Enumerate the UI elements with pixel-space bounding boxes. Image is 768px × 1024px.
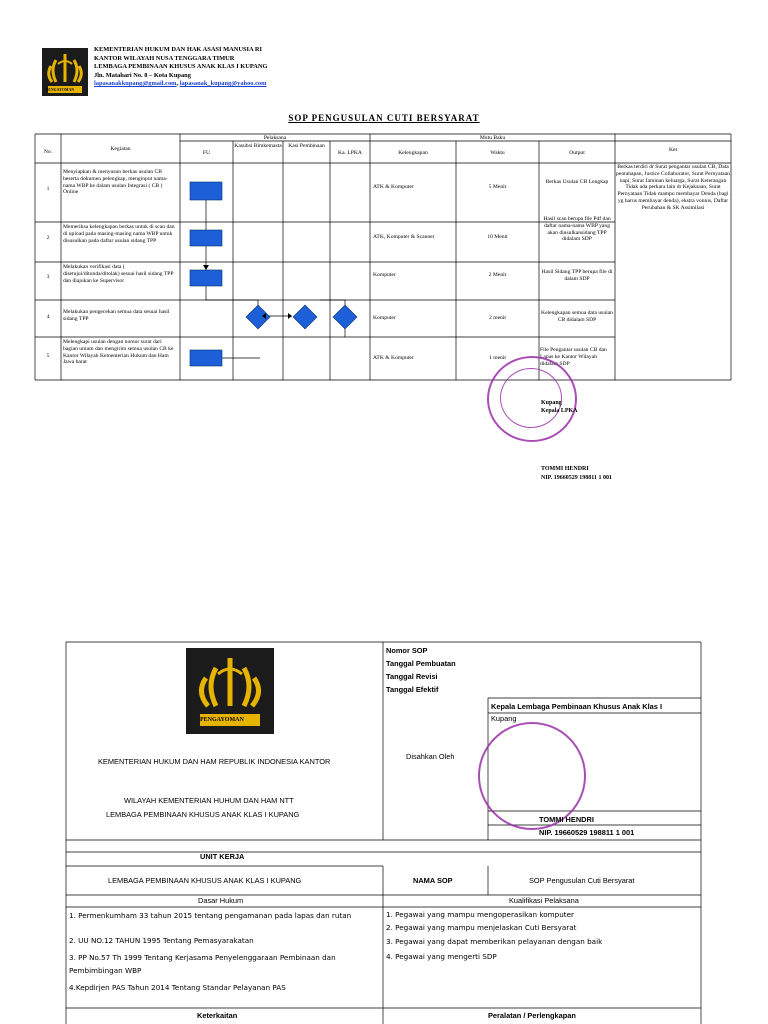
row3-waktu: 2 Menit [488,272,507,278]
row2-kegiatan: Memeriksa kelengkapan berkas untuk di scan dan di upload pada masing-masing nama WBP untuk disusulkan pada daftar usulan sidang TPP [63,224,175,244]
th-kelengkapan: Kelengkapan [398,150,428,156]
kualifikasi-item-2: 2. Pegawai yang mampu menjelaskan Cuti Bersyarat [386,923,577,932]
email-link-2[interactable]: lapasanak_kupang@yahoo.com [179,80,267,88]
form-kepala: Kepala Lembaga Pembinaan Khusus Anak Klas I [491,702,662,711]
th-kegiatan: Kegiatan [110,146,131,152]
form-dasar-hukum-label: Dasar Hukum [198,896,244,905]
row4-kelengkapan: Komputer [373,315,396,321]
row2-waktu: 10 Menit [487,234,508,240]
header-line-1: KEMENTERIAN HUKUM DAN HAK ASASI MANUSIA RI [94,46,262,53]
form-kupang: Kupang [491,714,517,723]
row1-output: Berkas Usulan CB Lengkap [545,179,609,185]
th-kalpka: Ka. LPKA [338,150,362,156]
row1-kegiatan: Menyiapkan & menyusun berkas usulan CB beserta dokumen pelengkap, menginput nama-nama WBP ke dalam usulan Integrasi ( CB ) Online [63,169,168,196]
header-line-4: Jln. Matahari No. 8 – Kota Kupang [94,71,191,79]
row4-no: 4 [46,314,50,320]
row5-waktu: 1 menit [489,355,506,361]
row1-waktu: 5 Menit [488,184,507,190]
row4-output: Kelengkapan semua data usulan CB didalam SDP [541,310,613,323]
form-org-line2: WILAYAH KEMENTERIAN HUHUM DAN HAM NTT [124,796,294,805]
form-tgl-pembuatan: Tanggal Pembuatan [386,659,456,668]
dasar-item-3: 3. PP No.57 Th 1999 Tentang Kerjasama Penyelenggaraan Pembinaan dan Pembimbingan WBP [69,953,336,975]
signature-place: Kupang [541,400,562,406]
row3-kelengkapan: Komputer [373,272,396,278]
row4-waktu: 2 menit [489,315,506,321]
form-nama-sop-label: NAMA SOP [413,876,453,885]
row4-kegiatan: Melakukan pengecekan semua data sesuai hasil sidang TPP [63,309,170,322]
row2-output: Hasil scan berupa file Pdf dan daftar nama-nama WBP yang akan diusulkansidang TPP didalam SDP [543,216,611,243]
row5-output: File Pengantar usulan CB dan Lapas ke Kantor Wilayah didalam SDP [540,347,607,367]
signature-nip: NIP. 19660529 198811 1 001 [541,475,612,481]
email-link-1[interactable]: lapasanakkupang@gmail.com [94,80,177,88]
form-kualifikasi-label: Kualifikasi Pelaksana [509,896,579,905]
form-org-line1: KEMENTERIAN HUKUM DAN HAM REPUBLIK INDONESIA KANTOR [98,757,331,766]
form-unit-kerja-label: UNIT KERJA [200,852,245,861]
kualifikasi-item-3: 3. Pegawai yang dapat memberikan pelayanan dengan baik [386,937,603,946]
kualifikasi-item-1: 1. Pegawai yang mampu mengoperasikan komputer [386,910,574,919]
form-keterkaitan: Keterkaitan [197,1011,238,1020]
dasar-item-1: 1. Permenkumham 33 tahun 2015 tentang pengamanan pada lapas dan rutan [69,911,352,920]
row3-kegiatan: Melakukan verifikasi data ( disetujui/ditunda/ditolak) sesuai hasil sidang TPP dan diajukan ke Supervisor [63,264,174,284]
th-ket: Ket [668,147,678,153]
row2-kelengkapan: ATK, Komputer & Scanner [373,234,435,240]
row3-no: 3 [46,274,50,280]
th-kasi: Kasi Pembinaan [288,143,325,149]
signature-role: Kepala LPKA [541,408,578,414]
th-kasubsi: Kasubsi Bimkemasta [234,143,282,149]
form-nomor-sop: Nomor SOP [386,646,428,655]
email-sep: , [176,80,180,88]
form-logo-caption: PENGAYOMAN [200,717,244,723]
form-tgl-revisi: Tanggal Revisi [386,672,438,681]
form-nip: NIP. 19660529 198811 1 001 [539,828,635,837]
form-nama-sop-value: SOP Pengusulan Cuti Bersyarat [529,876,635,885]
form-peralatan: Peralatan / Perlengkapan [488,1011,576,1020]
signature-name: TOMMI HENDRI [541,466,589,472]
row2-no: 2 [46,235,50,241]
header-logo-caption: PENGAYOMAN [46,88,75,92]
form-stamp [478,722,586,830]
th-mutu-baku: Mutu Baku [479,135,506,141]
th-no: No. [43,149,53,155]
th-pelaksana: Pelaksana [263,135,287,141]
form-disahkan: Disahkan Oleh [406,752,455,761]
dasar-item-4: 4.Kepdirjen PAS Tahun 2014 Tentang Standar Pelayanan PAS [69,983,286,992]
th-fu: FU [202,150,211,156]
header-line-3: LEMBAGA PEMBINAAN KHUSUS ANAK KLAS I KUPANG [94,63,268,71]
header-line-2: KANTOR WILAYAH NUSA TENGGARA TIMUR [94,54,235,62]
row5-no: 5 [46,353,50,359]
ket-text: Berkas terdiri dr Surat pengantar usulan CB, Data pentahapan, Justice Collaborator, Surat Pernyataan napi, Surat Jaminan keluarga, Surat Keterangan Tidak ada perkara lain dr Kejaksaan, Surat Pernyataan Tidak mampu membayar Denda (bagi yg harus membayar denda), ekstra vonnis, Daftar Perubahan & SK Assimilasi [616,164,730,211]
row1-no: 1 [46,186,50,192]
page-title: SOP PENGUSULAN CUTI BERSYARAT [288,113,480,123]
row5-kelengkapan: ATK & Komputer [373,355,414,361]
kualifikasi-item-4: 4. Pegawai yang mengerti SDP [386,952,497,961]
row3-output: Hasil Sidang TPP berupa file di dalam SDP [541,269,613,282]
dasar-item-2: 2. UU NO.12 TAHUN 1995 Tentang Pemasyarakatan [69,936,254,945]
row5-kegiatan: Melengkapi usulan dengan nomor surat dari bagian umum dan mengirim semua usulan CB ke Kantor Wilayah Kementerian Hukum dan Ham Jawa barat [63,339,174,366]
row1-kelengkapan: ATK & Komputer [373,184,414,190]
th-output: Output [569,150,585,156]
form-tgl-efektif: Tanggal Efektif [386,685,439,694]
form-unit-kerja-value: LEMBAGA PEMBINAAN KHUSUS ANAK KLAS I KUPANG [108,876,302,885]
th-waktu: Waktu [490,150,505,156]
form-org-line3: LEMBAGA PEMBINAAN KHUSUS ANAK KLAS I KUPANG [106,810,300,819]
form-name: TOMMI HENDRI [539,815,594,824]
